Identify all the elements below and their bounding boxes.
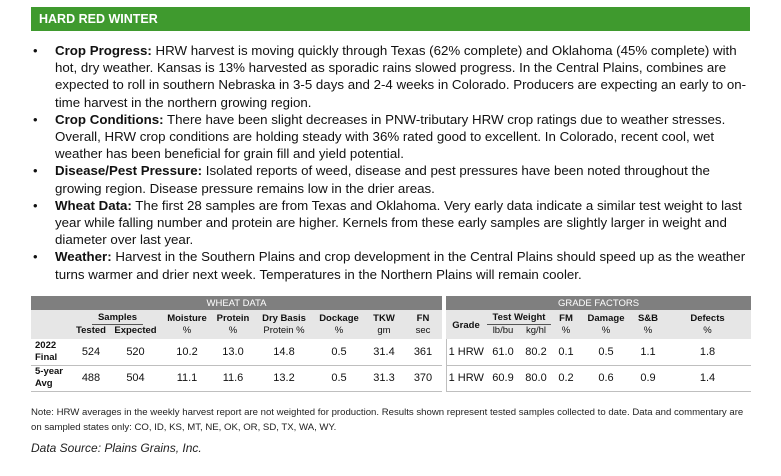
tw-lbbu-cell: 60.9 bbox=[486, 365, 520, 391]
fm-unit: % bbox=[552, 325, 580, 339]
tkw-unit: gm bbox=[364, 325, 404, 339]
dry-basis-cell: 14.8 bbox=[254, 339, 314, 365]
tw-lbbu-cell: 61.0 bbox=[486, 339, 520, 365]
fm-header: FM bbox=[552, 310, 580, 325]
sb-unit: % bbox=[632, 325, 664, 339]
bullet-label: Crop Progress: bbox=[55, 43, 152, 58]
sb-header: S&B bbox=[632, 310, 664, 325]
wheat-data-heading: WHEAT DATA bbox=[31, 296, 442, 310]
tkw-cell: 31.4 bbox=[364, 339, 404, 365]
fm-cell: 0.2 bbox=[552, 365, 580, 391]
dry-basis-cell: 13.2 bbox=[254, 365, 314, 391]
fm-cell: 0.1 bbox=[552, 339, 580, 365]
tw-kghl-cell: 80.2 bbox=[520, 339, 552, 365]
bullet-icon: • bbox=[33, 249, 38, 265]
tested-cell: 488 bbox=[73, 365, 109, 391]
tested-cell: 524 bbox=[73, 339, 109, 365]
commentary-list bbox=[33, 42, 753, 283]
protein-header: Protein bbox=[212, 310, 254, 325]
dockage-header: Dockage bbox=[314, 310, 364, 325]
expected-cell: 504 bbox=[109, 365, 162, 391]
dockage-unit: % bbox=[314, 325, 364, 339]
protein-unit: % bbox=[212, 325, 254, 339]
list-item bbox=[33, 162, 753, 196]
dry-basis-header: Dry Basis bbox=[254, 310, 314, 325]
damage-cell: 0.5 bbox=[580, 339, 632, 365]
defects-cell: 1.4 bbox=[664, 365, 751, 391]
moisture-cell: 11.1 bbox=[162, 365, 212, 391]
bullet-label: Disease/Pest Pressure: bbox=[55, 163, 203, 179]
bullet-icon: • bbox=[33, 43, 38, 58]
wheat-data-table bbox=[31, 296, 751, 392]
defects-cell: 1.8 bbox=[664, 339, 751, 365]
grade-header: Grade bbox=[446, 310, 486, 339]
bullet-text: Isolated reports of weed, disease and pest pressures have been noted throughout the growing region. Disease pressure remains low in the drier areas. bbox=[55, 163, 710, 196]
moisture-cell: 10.2 bbox=[162, 339, 212, 365]
expected-cell: 520 bbox=[109, 339, 162, 365]
section-title: HARD RED WINTER bbox=[39, 12, 158, 26]
grade-cell: 1 HRW bbox=[446, 339, 486, 365]
grade-cell: 1 HRW bbox=[446, 365, 486, 391]
bullet-icon: • bbox=[33, 197, 38, 213]
tw-kghl-header: kg/hl bbox=[520, 325, 552, 339]
bullet-icon: • bbox=[33, 111, 38, 127]
fn-unit: sec bbox=[404, 325, 442, 339]
list-item bbox=[33, 248, 753, 282]
table-row bbox=[31, 339, 751, 365]
damage-header: Damage bbox=[580, 310, 632, 325]
sb-cell: 1.1 bbox=[632, 339, 664, 365]
bullet-label: Weather: bbox=[55, 249, 112, 265]
footnote: Note: HRW averages in the weekly harvest report are not weighted for production. Results shown represent tested samples collected to date. Data and commentary are on sampled states only: CO, ID, KS, MT, NE, OK, OR, SD, TX, WA, WY. bbox=[31, 407, 744, 433]
tw-lbbu-header: lb/bu bbox=[486, 325, 520, 339]
protein-cell: 13.0 bbox=[212, 339, 254, 365]
bullet-label: Wheat Data: bbox=[55, 197, 132, 213]
bullet-icon: • bbox=[33, 163, 38, 179]
bullet-text: Harvest in the Southern Plains and crop development in the Central Plains should speed up as the weather turns warmer and drier next week. Temperatures in the Northern Plains will remain cooler. bbox=[55, 249, 746, 282]
expected-header: Expected bbox=[109, 325, 162, 339]
row-label: 5-year Avg bbox=[31, 365, 73, 391]
moisture-unit: % bbox=[162, 325, 212, 339]
list-item bbox=[33, 197, 753, 249]
table-row bbox=[31, 365, 751, 391]
bullet-label: Crop Conditions: bbox=[55, 111, 164, 127]
protein-cell: 11.6 bbox=[212, 365, 254, 391]
fn-cell: 370 bbox=[404, 365, 442, 391]
data-source: Data Source: Plains Grains, Inc. bbox=[31, 441, 202, 455]
sb-cell: 0.9 bbox=[632, 365, 664, 391]
grade-factors-heading: GRADE FACTORS bbox=[446, 296, 751, 310]
fn-cell: 361 bbox=[404, 339, 442, 365]
moisture-header: Moisture bbox=[162, 310, 212, 325]
dockage-cell: 0.5 bbox=[314, 339, 364, 365]
bullet-text: The first 28 samples are from Texas and Oklahoma. Very early data indicate a similar test weight to last year while falling number and protein are higher. Kernels from these early samples are slightly larger in weight and diameter over last year. bbox=[55, 197, 742, 248]
tkw-cell: 31.3 bbox=[364, 365, 404, 391]
row-label: 2022 Final bbox=[31, 339, 73, 365]
section-header bbox=[31, 7, 750, 31]
defects-header: Defects bbox=[664, 310, 751, 325]
test-weight-header: Test Weight bbox=[486, 310, 552, 325]
fn-header: FN bbox=[404, 310, 442, 325]
samples-header: Samples bbox=[73, 310, 162, 325]
list-item bbox=[33, 111, 753, 163]
list-item bbox=[33, 42, 753, 111]
bullet-text: HRW harvest is moving quickly through Texas (62% complete) and Oklahoma (45% complete) with hot, dry weather. Kansas is 13% harvested as sporadic rains slowed progress. In the Central Plains, combines are expected to roll in southern Nebraska in 3-5 days and 2-4 weeks in Colorado. Producers are expecting an early to on-time harvest in the northern growing region. bbox=[55, 43, 747, 110]
defects-unit: % bbox=[664, 325, 751, 339]
tested-header: Tested bbox=[73, 325, 109, 339]
tw-kghl-cell: 80.0 bbox=[520, 365, 552, 391]
dry-basis-unit: Protein % bbox=[254, 325, 314, 339]
tkw-header: TKW bbox=[364, 310, 404, 325]
damage-cell: 0.6 bbox=[580, 365, 632, 391]
damage-unit: % bbox=[580, 325, 632, 339]
bullet-text: There have been slight decreases in PNW-tributary HRW crop ratings due to weather stresses. Overall, HRW crop conditions are holding steady with 36% rated good to excellent. In Colorado, recent cool, wet weather has been beneficial for grain fill and yield potential. bbox=[55, 111, 726, 162]
dockage-cell: 0.5 bbox=[314, 365, 364, 391]
